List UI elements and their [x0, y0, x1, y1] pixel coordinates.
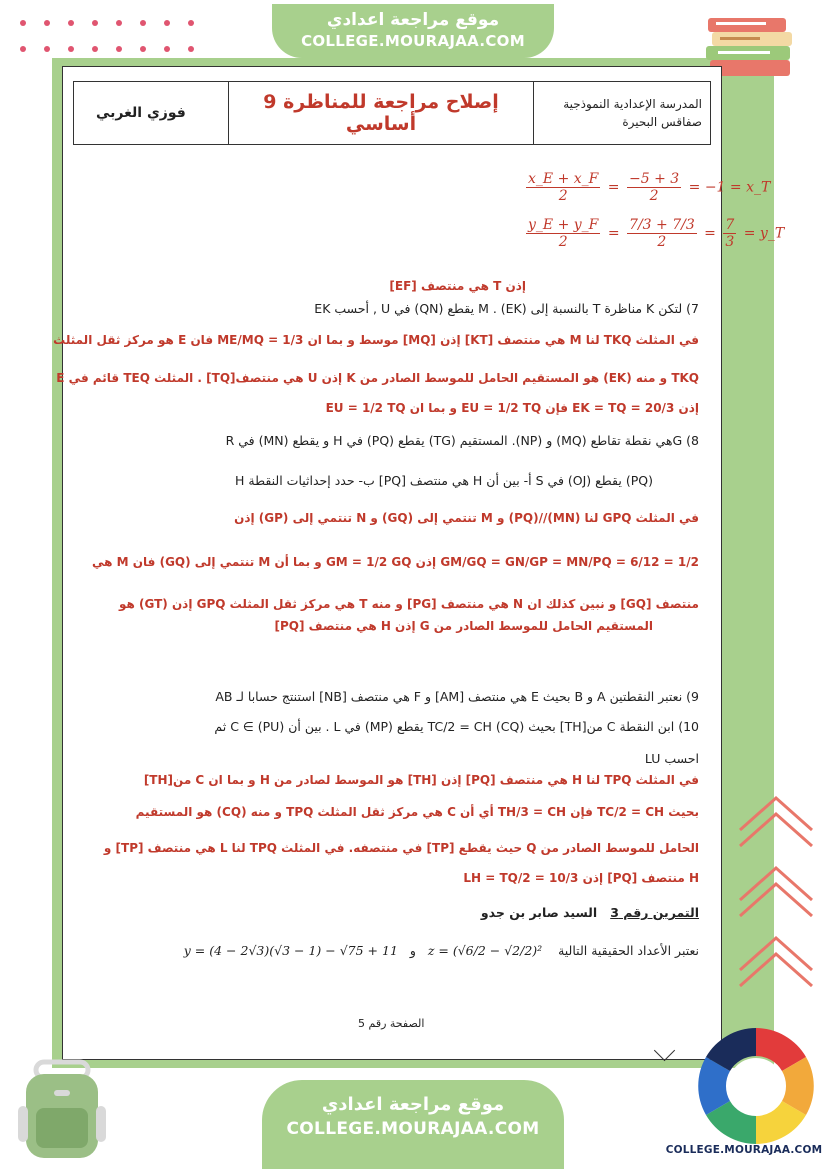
exercise-3-author: السيد صابر بن جدو	[480, 905, 598, 920]
answer-8-line-2: GM/GQ = GN/GP = MN/PQ = 6/12 = 1/2 إذن GM = 1/2 GQ و بما أن M تنتمي إلى (GQ) فان M هي	[92, 555, 699, 569]
site-logo-icon[interactable]	[694, 1024, 818, 1148]
document-sheet	[53, 66, 785, 1060]
answer-8-line-4: المستقيم الحامل للموسط الصادر من G إذن H هي منتصف [PQ]	[274, 619, 653, 633]
answer-8-line-1: في المثلث GPQ لنا (MN)//(PQ) و M تنتمي إلى (GQ) و N تنتمي إلى (GP) إذن	[234, 511, 699, 525]
frame-left	[0, 88, 52, 1169]
answer-7-line-3: إذن EK = TQ = 20/3 فإن EU = 1/2 TQ و بما ان EU = 1/2 TQ	[325, 401, 699, 415]
answer-10-line-3: الحامل للموسط الصادر من Q حيث يقطع [TP] في منتصفه. في المثلث TPQ لنا L هي منتصف [TP] و	[103, 841, 699, 855]
question-7: 7) لتكن K مناظرة T بالنسبة إلى M . (EK) يقطع (QN) في U , أحسب EK	[314, 301, 699, 316]
header-table	[73, 81, 711, 145]
question-8-parts: (PQ) يقطع (OJ) في S أ- بين أن H هي منتصف [PQ] ب- حدد إحداثيات النقطة H	[235, 473, 653, 488]
chevrons-decoration	[734, 790, 818, 990]
t-midpoint-line: إذن T هي منتصف [EF]	[389, 279, 526, 293]
exercise-3-statement: نعتبر الأعداد الحقيقية التالية	[558, 943, 699, 958]
expression-y: y = (4 − 2√3)(√3 − 1) − √75 + 11	[183, 943, 398, 958]
page-number: الصفحة رقم 5	[358, 1017, 425, 1030]
school-cell	[533, 82, 710, 144]
answer-10-line-2: بحيث TC/2 = CH فإن TH/3 = CH أي أن C هي مركز ثقل المثلث TPQ و منه (CQ) هو المستقيم	[135, 805, 699, 819]
equation-xt: $\frac{x\_E + x\_F}{2}$ = $\frac{-5 + 3}{2}$ = −1 = x_T	[528, 171, 771, 205]
page-fold-mark	[654, 1040, 675, 1061]
equation-yt: $\frac{y\_E + y\_F}{2}$ = $\frac{7/3 + 7/3}{2}$ = $\frac{7}{3}$ = y_T	[528, 217, 785, 251]
banner-bottom-arabic: موقع مراجعة اعدادي	[321, 1094, 505, 1115]
banner-bottom-url[interactable]: COLLEGE.MOURAJAA.COM	[286, 1119, 540, 1139]
banner-top-url[interactable]: COLLEGE.MOURAJAA.COM	[301, 32, 525, 50]
answer-10-line-4: H منتصف [PQ] إذن LH = TQ/2 = 10/3	[463, 871, 699, 885]
site-banner-top[interactable]	[272, 4, 554, 58]
logo-caption[interactable]: COLLEGE.MOURAJAA.COM	[665, 1144, 823, 1156]
banner-top-arabic: موقع مراجعة اعدادي	[326, 10, 500, 30]
question-9: 9) نعتبر النقطتين A و B بحيث E هي منتصف [AM] و F هي منتصف [NB] استنتج حسابا لـ AB	[215, 689, 699, 704]
exercise-3-title: التمرين رقم 3	[610, 905, 699, 920]
answer-7-line-2: TKQ و منه (EK) هو المستقيم الحامل للموسط الصادر من K إذن U هي منتصف[TQ] . المثلث TEQ قائم في E	[56, 371, 699, 385]
answer-7-line-1: في المثلث TKQ لنا M هي منتصف [KT] إذن [MQ] موسط و بما ان ME/MQ = 1/3 فان E هو مركز ثقل المثلث	[53, 333, 699, 347]
site-banner-bottom[interactable]	[262, 1080, 564, 1169]
decorative-dots	[20, 20, 230, 60]
conjunction-and: و	[409, 943, 416, 958]
document-title: إصلاح مراجعة للمناظرة 9 أساسي	[228, 82, 533, 144]
answer-10-line-1: في المثلث TPQ لنا H هي منتصف [PQ] إذن [TH] هو الموسط لصادر من H و بما ان C من[TH]	[143, 773, 699, 787]
exercise-3-statement-line	[184, 943, 699, 958]
question-8: 8) Gهي نقطة تقاطع (MQ) و (NP). المستقيم (TG) يقطع (PQ) في H و يقطع (MN) في R	[225, 433, 699, 448]
author-name: فوزي الغربي	[96, 105, 186, 121]
question-10: 10) ابن النقطة C من[TH] بحيث TC/2 = CH (CQ) يقطع (MP) في L . بين أن C ∈ (PU) ثم	[214, 719, 699, 734]
backpack-icon	[14, 1058, 110, 1162]
answer-8-line-3: منتصف [GQ] و نبين كذلك ان N هي منتصف [PG] و منه T هي مركز ثقل المثلث GPQ إذن (GT) هو	[118, 597, 699, 611]
expression-z: z = (√6/2 − √2/2)²	[427, 943, 543, 958]
school-name: المدرسة الإعدادية النموذجية	[563, 97, 702, 111]
exercise-3-heading	[481, 905, 699, 920]
question-10-b: احسب LU	[644, 751, 699, 766]
school-location: صفاقس البحيرة	[622, 115, 702, 129]
